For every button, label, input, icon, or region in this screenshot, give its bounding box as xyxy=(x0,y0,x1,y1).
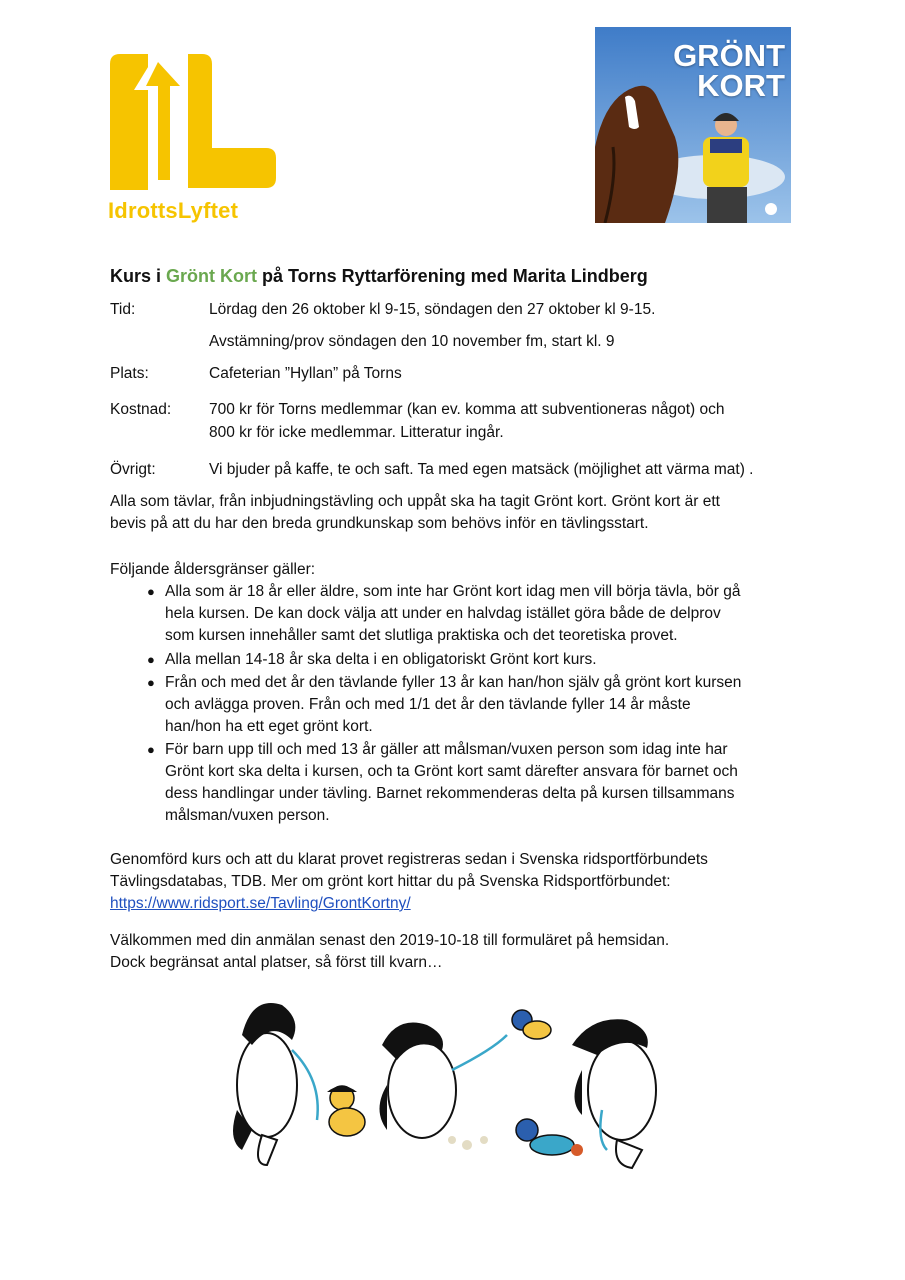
kid-yellow-icon xyxy=(327,1086,365,1136)
federation-badge-icon xyxy=(765,203,777,215)
title-post: på Torns Ryttarförening med Marita Lindberg xyxy=(257,266,648,286)
bullet-icon: ● xyxy=(147,675,155,690)
tid-line1: Lördag den 26 oktober kl 9-15, söndagen den 27 oktober kl 9-15. xyxy=(209,301,656,318)
bullet4-line2: Grönt kort ska delta i kursen, och ta Grönt kort samt därefter ansvara för barnet och xyxy=(165,763,738,780)
ridsport-link[interactable]: https://www.ridsport.se/Tavling/GrontKortny/ xyxy=(110,895,411,912)
kid-flying-icon xyxy=(512,1010,551,1039)
horse-right-icon xyxy=(572,1019,656,1168)
tid-line2: Avstämning/prov söndagen den 10 november fm, start kl. 9 xyxy=(209,333,615,350)
kostnad-line1: 700 kr för Torns medlemmar (kan ev. komma att subventioneras något) och xyxy=(209,401,725,418)
horse-middle-icon xyxy=(380,1023,508,1151)
title-pre: Kurs i xyxy=(110,266,167,286)
cover-title-line2: KORT xyxy=(697,68,785,103)
ovrigt-label: Övrigt: xyxy=(110,461,156,478)
intro-line1: Alla som tävlar, från inbjudningstävling och uppåt ska ha tagit Grönt kort. Grönt kort är ett xyxy=(110,493,720,510)
bullet4-line1: För barn upp till och med 13 år gäller att målsman/vuxen person som idag inte har xyxy=(165,741,728,758)
outro-line1: Genomförd kurs och att du klarat provet registreras sedan i Svenska ridsportförbundets xyxy=(110,851,708,868)
bullet3-line2: och avlägga proven. Från och med 1/1 det år den tävlande fyller 14 år måste xyxy=(165,696,691,713)
bullet-icon: ● xyxy=(147,584,155,599)
tid-label: Tid: xyxy=(110,301,136,318)
horses-cartoon-illustration xyxy=(222,990,682,1175)
bullet4-line4: målsman/vuxen person. xyxy=(165,807,330,824)
title-highlight: Grönt Kort xyxy=(166,266,257,286)
bullet-icon: ● xyxy=(147,742,155,757)
gront-kort-cover-image xyxy=(595,27,791,223)
closing-line2: Dock begränsat antal platser, så först till kvarn… xyxy=(110,954,443,971)
closing-line1: Välkommen med din anmälan senast den 2019-10-18 till formuläret på hemsidan. xyxy=(110,932,670,949)
plats-value: Cafeterian ”Hyllan” på Torns xyxy=(209,365,402,382)
outro-line2: Tävlingsdatabas, TDB. Mer om grönt kort hittar du på Svenska Ridsportförbundet: xyxy=(110,873,671,890)
bullet2-line1: Alla mellan 14-18 år ska delta i en obligatoriskt Grönt kort kurs. xyxy=(165,651,597,668)
kid-fallen-icon xyxy=(516,1119,583,1156)
age-heading: Följande åldersgränser gäller: xyxy=(110,561,316,578)
kostnad-line2: 800 kr för icke medlemmar. Litteratur ingår. xyxy=(209,424,504,441)
bullet1-line1: Alla som är 18 år eller äldre, som inte har Grönt kort idag men vill börja tävla, bör gå xyxy=(165,583,741,600)
logo-text: IdrottsLyftet xyxy=(108,198,239,223)
kostnad-label: Kostnad: xyxy=(110,401,172,418)
bullet4-line3: dess handlingar under tävling. Barnet rekommenderas delta på kursen tillsammans xyxy=(165,785,735,802)
horse-left-icon xyxy=(233,1003,318,1165)
page-title xyxy=(110,266,648,287)
ovrigt-value: Vi bjuder på kaffe, te och saft. Ta med egen matsäck (möjlighet att värma mat) . xyxy=(209,461,754,478)
bullet-icon: ● xyxy=(147,652,155,667)
cover-title-line1: GRÖNT xyxy=(673,38,785,73)
intro-line2: bevis på att du har den breda grundkunskap som behövs inför en tävlingsstart. xyxy=(110,515,649,532)
bullet3-line3: han/hon ha ett eget grönt kort. xyxy=(165,718,373,735)
bullet3-line1: Från och med det år den tävlande fyller 13 år kan han/hon själv gå grönt kort kursen xyxy=(165,674,742,691)
bullet1-line3: som kursen innehåller samt det slutliga praktiska och det teoretiska provet. xyxy=(165,627,678,644)
bullet1-line2: hela kursen. De kan dock välja att under en halvdag istället göra både de delprov xyxy=(165,605,721,622)
plats-label: Plats: xyxy=(110,365,149,382)
